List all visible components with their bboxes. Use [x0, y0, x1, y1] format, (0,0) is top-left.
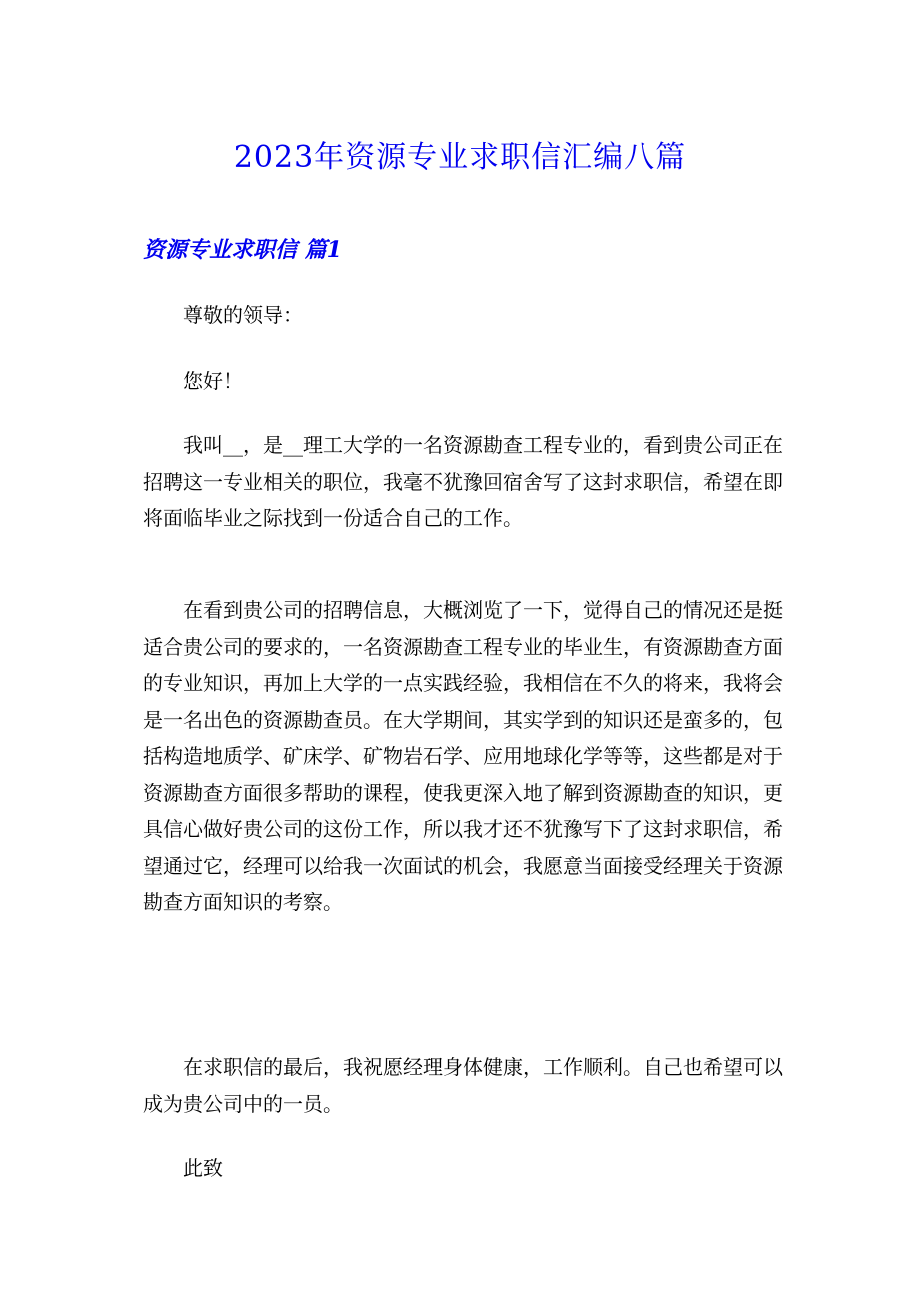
- greeting-paragraph: 您好！: [183, 369, 243, 393]
- sign-off-paragraph: 此致: [183, 1156, 223, 1180]
- salutation-paragraph: 尊敬的领导：: [183, 303, 303, 327]
- intro-paragraph: 我叫__，是__理工大学的一名资源勘查工程专业的，看到贵公司正在招聘这一专业相关的职位，我毫不犹豫回宿舍写了这封求职信，希望在即将面临毕业之际找到一份适合自己的工作。: [143, 433, 783, 530]
- section-heading: 资源专业求职信 篇1: [143, 237, 342, 263]
- closing-paragraph: 在求职信的最后，我祝愿经理身体健康，工作顺利。自己也希望可以成为贵公司中的一员。: [143, 1055, 783, 1116]
- document-title: 2023年资源专业求职信汇编八篇: [233, 140, 687, 175]
- body-paragraph: 在看到贵公司的招聘信息，大概浏览了一下，觉得自己的情况还是挺适合贵公司的要求的，一名资源勘查工程专业的毕业生，有资源勘查方面的专业知识，再加上大学的一点实践经验，我相信在不久的将来，我将会是一名出色的资源勘查员。在大学期间，其实学到的知识还是蛮多的，包括构造地质学、矿床学、矿物岩石学、应用地球化学等等，这些都是对于资源勘查方面很多帮助的课程，使我更深入地了解到资源勘查的知识，更具信心做好贵公司的这份工作，所以我才还不犹豫写下了这封求职信，希望通过它，经理可以给我一次面试的机会，我愿意当面接受经理关于资源勘查方面知识的考察。: [143, 598, 783, 914]
